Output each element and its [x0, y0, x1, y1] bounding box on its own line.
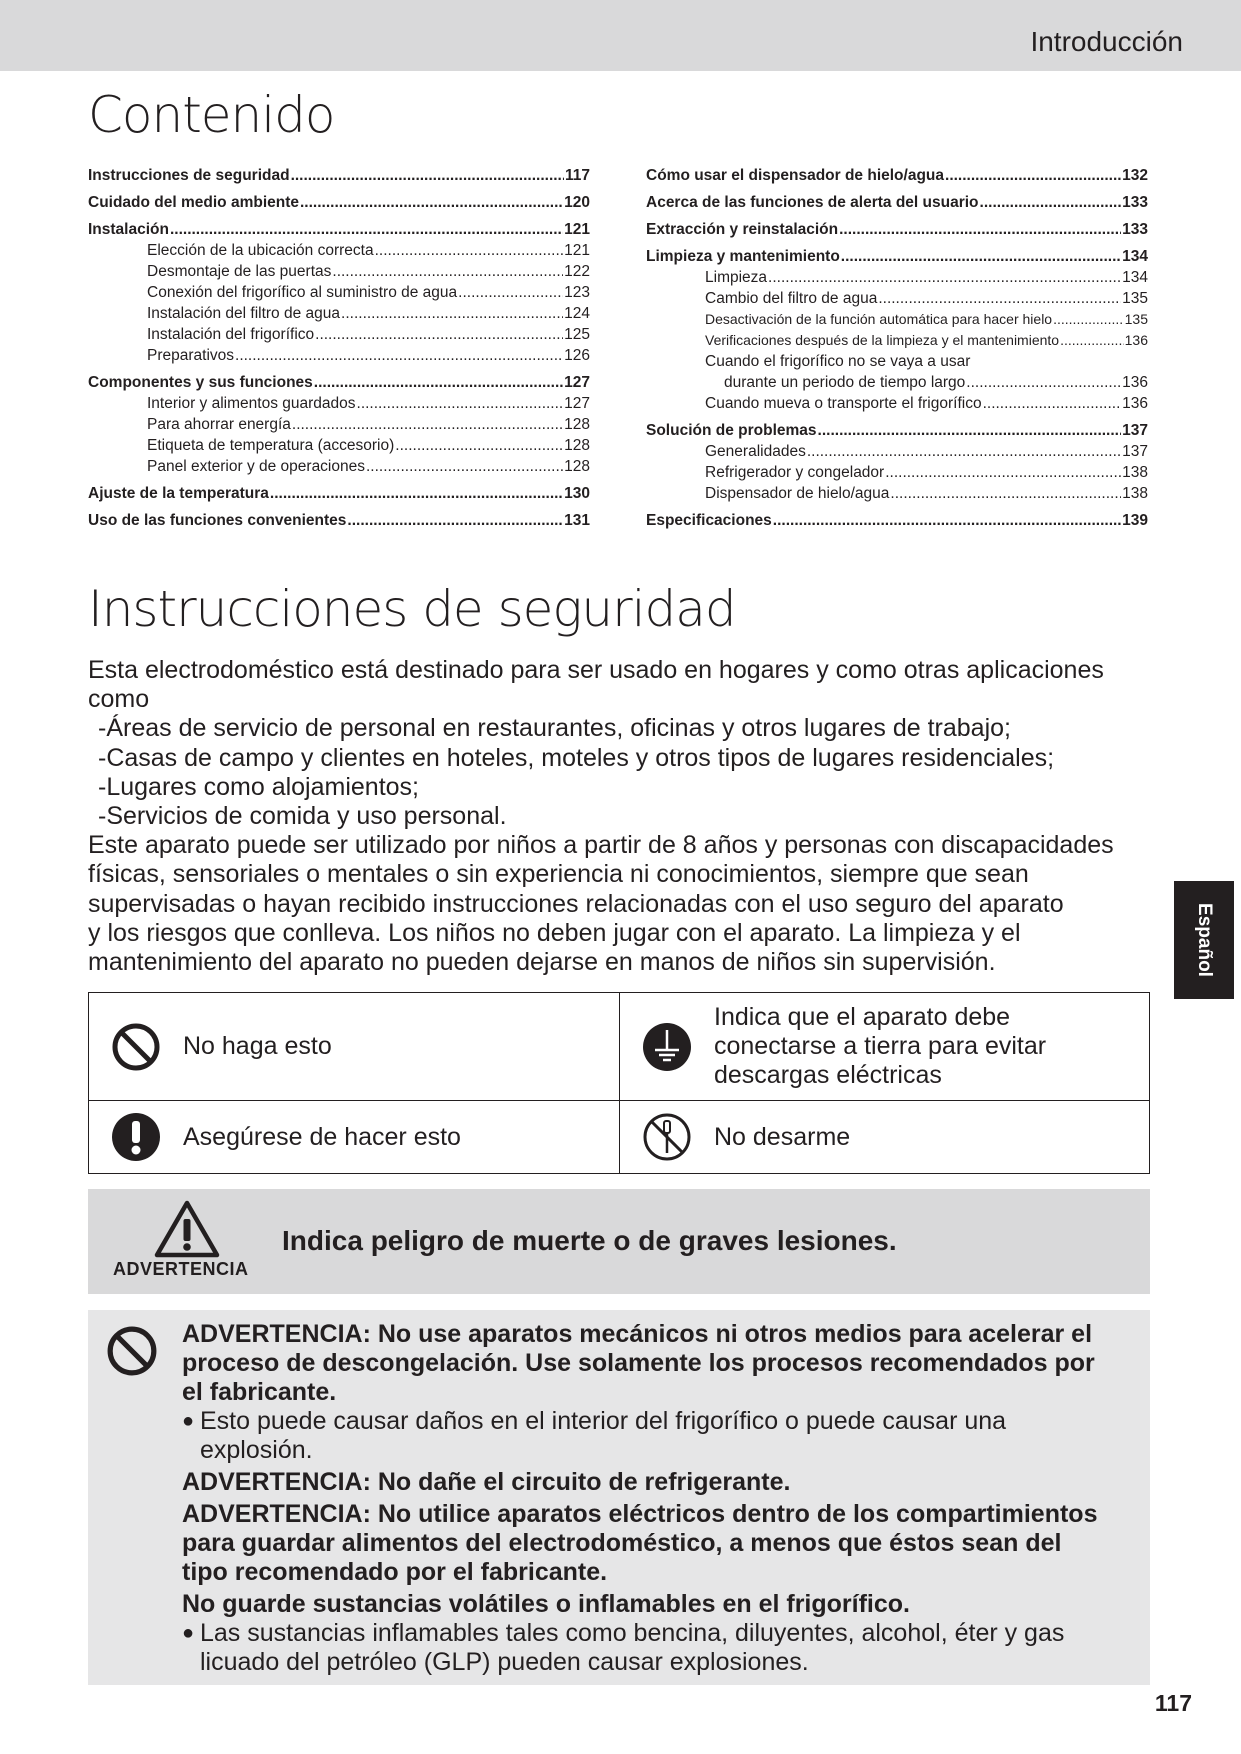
- toc-entry-page: 120: [564, 194, 590, 211]
- page-number: 117: [1154, 1690, 1192, 1716]
- toc-dot-leader: [395, 435, 563, 456]
- intro-line: Este aparato puede ser utilizado por niños a partir de 8 años y personas con discapacidades: [88, 831, 1114, 860]
- symbol-label: descargas eléctricas: [714, 1061, 942, 1089]
- toc-dot-leader: [945, 165, 1121, 186]
- toc-entry: [88, 435, 590, 456]
- toc-entry: [646, 351, 1148, 372]
- warning-content: [182, 1320, 1132, 1677]
- symbol-label: Asegúrese de hacer esto: [183, 1122, 461, 1151]
- toc-entry-page: 126: [564, 347, 590, 364]
- toc-entry-label: Cuidado del medio ambiente: [88, 194, 299, 211]
- symbol-label: Indica que el aparato debe: [714, 1003, 1011, 1031]
- toc-entry: [646, 420, 1148, 441]
- toc-entry-page: 121: [564, 221, 590, 238]
- toc-entry-page: 127: [564, 374, 590, 391]
- toc-dot-leader: [458, 282, 563, 303]
- symbol-asegurese: [89, 1112, 619, 1162]
- toc-entry-page: 124: [564, 305, 590, 322]
- warning-triangle-icon: [153, 1199, 221, 1259]
- toc-entry-label: Cuando mueva o transporte el frigorífico: [705, 395, 982, 412]
- toc-entry-page: 131: [564, 512, 590, 529]
- toc-entry-page: 128: [564, 416, 590, 433]
- toc-entry-page: 125: [564, 326, 590, 343]
- toc-entry-label: Limpieza y mantenimiento: [646, 248, 840, 265]
- toc-entry-label: Panel exterior y de operaciones: [147, 458, 365, 475]
- toc-left-column: [88, 165, 590, 531]
- toc-entry: [646, 330, 1148, 351]
- toc-entry: [646, 441, 1148, 462]
- warning-text: ADVERTENCIA: No use aparatos mecánicos ni otros medios para acelerar el: [182, 1320, 1093, 1348]
- toc-dot-leader: [983, 393, 1122, 414]
- toc-entry-page: 123: [564, 284, 590, 301]
- toc-entry-page: 136: [1122, 374, 1148, 391]
- toc-entry: [646, 372, 1148, 393]
- toc-entry-label: Interior y alimentos guardados: [147, 395, 356, 412]
- toc-dot-leader: [807, 441, 1121, 462]
- toc-entry-page: 136: [1124, 332, 1148, 348]
- advertencia-text: Indica peligro de muerte o de graves lesiones.: [282, 1225, 897, 1256]
- toc-entry: [646, 192, 1148, 213]
- intro-line: físicas, sensoriales o mentales o sin experiencia ni conocimientos, siempre que sean: [88, 860, 1029, 889]
- toc-entry-label: Desactivación de la función automática para hacer hielo: [705, 311, 1053, 327]
- toc-entry: [88, 165, 590, 186]
- symbol-tierra: [620, 1003, 1149, 1090]
- toc-dot-leader: [314, 372, 563, 393]
- bullet-text: Esto puede causar daños en el interior del frigorífico o puede causar una: [200, 1407, 1007, 1435]
- toc-dot-leader: [341, 303, 563, 324]
- toc-entry: [88, 372, 590, 393]
- toc-entry: [88, 219, 590, 240]
- toc-entry-page: 133: [1122, 194, 1148, 211]
- toc-dot-leader: [966, 372, 1121, 393]
- toc-entry-label: Especificaciones: [646, 512, 772, 529]
- toc-entry-label: Para ahorrar energía: [147, 416, 291, 433]
- toc-dot-leader: [818, 420, 1122, 441]
- toc-entry-label: Instrucciones de seguridad: [88, 167, 290, 184]
- toc-entry-page: 135: [1122, 290, 1148, 307]
- toc-dot-leader: [332, 261, 563, 282]
- toc-entry-label: Solución de problemas: [646, 422, 817, 439]
- ground-icon: [620, 1022, 714, 1072]
- safety-intro: [88, 656, 1148, 977]
- language-tab: [1174, 881, 1234, 999]
- intro-line: como: [88, 685, 150, 714]
- toc-entry-page: 128: [564, 437, 590, 454]
- toc-entry: [646, 510, 1148, 531]
- language-tab-label: Español: [1194, 903, 1215, 977]
- toc-dot-leader: [768, 267, 1121, 288]
- toc-entry-page: 138: [1122, 464, 1148, 481]
- symbol-no-desarme: [620, 1112, 1149, 1162]
- toc-dot-leader: [878, 288, 1121, 309]
- toc-entry-label: Elección de la ubicación correcta: [147, 242, 374, 259]
- bullet-text: explosión.: [200, 1436, 313, 1464]
- toc-entry-label: Generalidades: [705, 443, 806, 460]
- toc-entry: [646, 483, 1148, 504]
- advertencia-label: ADVERTENCIA: [113, 1259, 249, 1279]
- toc-entry-label: Acerca de las funciones de alerta del usuario: [646, 194, 979, 211]
- toc-entry-page: 136: [1122, 395, 1148, 412]
- toc-entry-page: 137: [1122, 422, 1148, 439]
- toc-entry: [646, 462, 1148, 483]
- toc-entry: [646, 246, 1148, 267]
- intro-line: Esta electrodoméstico está destinado para ser usado en hogares y como otras aplicaciones: [88, 656, 1104, 684]
- symbols-table: [88, 992, 1150, 1174]
- toc-entry: [646, 267, 1148, 288]
- toc-entry: [88, 456, 590, 477]
- toc-entry: [88, 192, 590, 213]
- toc-entry-label: Extracción y reinstalación: [646, 221, 839, 238]
- toc-entry: [88, 483, 590, 504]
- toc-entry: [88, 324, 590, 345]
- toc-entry-label: Etiqueta de temperatura (accesorio): [147, 437, 395, 454]
- toc-entry-label: durante un periodo de tiempo largo: [724, 374, 966, 391]
- warning-text: el fabricante.: [182, 1378, 337, 1406]
- toc-dot-leader: [357, 393, 564, 414]
- prohibited-icon: [106, 1325, 158, 1377]
- safety-title: Instrucciones de seguridad: [88, 580, 736, 638]
- intro-line: y los riesgos que conlleva. Los niños no deben jugar con el aparato. La limpieza y el: [88, 918, 1021, 947]
- toc-entry-label: Cambio del filtro de agua: [705, 290, 878, 307]
- bullet-icon: ●: [182, 1622, 195, 1644]
- toc-entry: [88, 261, 590, 282]
- warning-text: ADVERTENCIA: No utilice aparatos eléctricos dentro de los compartimientos: [182, 1500, 1098, 1528]
- toc-entry: [88, 303, 590, 324]
- toc-entry: [646, 165, 1148, 186]
- toc-dot-leader: [375, 240, 564, 261]
- symbol-label: No desarme: [714, 1122, 851, 1151]
- toc-entry-label: Instalación: [88, 221, 169, 238]
- toc-entry-page: 132: [1122, 167, 1148, 184]
- toc-dot-leader: [291, 165, 564, 186]
- toc-entry-label: Uso de las funciones convenientes: [88, 512, 347, 529]
- toc-entry-page: 117: [564, 167, 590, 184]
- toc-entry-page: 121: [564, 242, 590, 259]
- bullet-text: licuado del petróleo (GLP) pueden causar explosiones.: [200, 1648, 809, 1676]
- toc-entry-label: Instalación del frigorífico: [147, 326, 315, 343]
- toc-entry-label: Instalación del filtro de agua: [147, 305, 341, 322]
- prohibited-icon: [89, 1022, 183, 1072]
- toc-entry: [88, 393, 590, 414]
- toc-entry: [88, 345, 590, 366]
- toc-entry-page: 135: [1124, 311, 1148, 327]
- section-title: Introducción: [1030, 26, 1183, 57]
- advertencia-banner: [88, 1189, 1150, 1294]
- toc-dot-leader: [890, 483, 1121, 504]
- toc-entry-page: 128: [564, 458, 590, 475]
- toc-dot-leader: [1060, 330, 1124, 351]
- toc-title: Contenido: [88, 86, 335, 144]
- toc-entry-page: 133: [1122, 221, 1148, 238]
- intro-line: supervisadas o hayan recibido instrucciones relacionadas con el uso seguro del aparato: [88, 889, 1064, 918]
- toc-entry-page: 127: [564, 395, 590, 412]
- toc-entry-label: Ajuste de la temperatura: [88, 485, 269, 502]
- toc-entry: [646, 309, 1148, 330]
- toc-entry-label: Cómo usar el dispensador de hielo/agua: [646, 167, 945, 184]
- toc-dot-leader: [1053, 309, 1124, 330]
- intro-line: -Casas de campo y clientes en hoteles, moteles y otros tipos de lugares residenciales;: [98, 743, 1055, 772]
- toc-dot-leader: [980, 192, 1122, 213]
- toc-entry-label: Componentes y sus funciones: [88, 374, 313, 391]
- header-band: [0, 0, 1241, 71]
- toc-entry: [646, 393, 1148, 414]
- toc-entry: [88, 510, 590, 531]
- symbol-no-haga: [89, 1022, 619, 1072]
- warning-box: [88, 1310, 1150, 1685]
- warning-text: ADVERTENCIA: No dañe el circuito de refrigerante.: [182, 1468, 791, 1496]
- toc-entry-page: 138: [1122, 485, 1148, 502]
- toc-entry-page: 134: [1122, 248, 1148, 265]
- toc-entry: [88, 282, 590, 303]
- toc-entry-label: Preparativos: [147, 347, 235, 364]
- toc-dot-leader: [292, 414, 563, 435]
- toc-dot-leader: [366, 456, 563, 477]
- warning-text: para guardar alimentos del electrodoméstico, a menos que éstos sean del: [182, 1529, 1062, 1557]
- toc-entry-page: 130: [564, 485, 590, 502]
- warning-text: No guarde sustancias volátiles o inflamables en el frigorífico.: [182, 1590, 910, 1618]
- toc-dot-leader: [347, 510, 563, 531]
- toc-entry-label: Verificaciones después de la limpieza y el mantenimiento: [705, 332, 1060, 348]
- toc-entry-label: Limpieza: [705, 269, 768, 286]
- symbol-label: No haga esto: [183, 1032, 332, 1060]
- warning-text: tipo recomendado por el fabricante.: [182, 1558, 608, 1586]
- toc-entry: [88, 240, 590, 261]
- toc-dot-leader: [885, 462, 1121, 483]
- toc-entry-page: 122: [564, 263, 590, 280]
- toc-dot-leader: [170, 219, 563, 240]
- toc-entry: [646, 288, 1148, 309]
- toc-dot-leader: [270, 483, 563, 504]
- toc-entry-label: Refrigerador y congelador: [705, 464, 885, 481]
- bullet-item: [182, 1619, 1132, 1677]
- no-disassemble-icon: [620, 1112, 714, 1162]
- intro-line: -Áreas de servicio de personal en restaurantes, oficinas y otros lugares de trabajo;: [98, 714, 1011, 743]
- toc-entry-page: 139: [1122, 512, 1148, 529]
- toc-entry-label: Cuando el frigorífico no se vaya a usar: [705, 353, 971, 370]
- toc-entry-label: Conexión del frigorífico al suministro de agua: [147, 284, 458, 301]
- toc-entry: [646, 219, 1148, 240]
- warning-text: proceso de descongelación. Use solamente los procesos recomendados por: [182, 1349, 1095, 1377]
- toc-dot-leader: [315, 324, 563, 345]
- intro-line: mantenimiento del aparato no pueden dejarse en manos de niños sin supervisión.: [88, 948, 996, 977]
- symbol-label: conectarse a tierra para evitar: [714, 1032, 1047, 1060]
- bullet-item: [182, 1407, 1132, 1465]
- intro-line: -Lugares como alojamientos;: [98, 772, 419, 801]
- bullet-text: Las sustancias inflamables tales como bencina, diluyentes, alcohol, éter y gas: [200, 1619, 1065, 1647]
- toc-right-column: [646, 165, 1148, 531]
- toc-entry-label: Dispensador de hielo/agua: [705, 485, 890, 502]
- toc-dot-leader: [235, 345, 563, 366]
- intro-line: -Servicios de comida y uso personal.: [98, 802, 507, 831]
- toc-dot-leader: [841, 246, 1121, 267]
- toc-dot-leader: [300, 192, 563, 213]
- toc-entry-page: 134: [1122, 269, 1148, 286]
- exclamation-icon: [89, 1112, 183, 1162]
- bullet-icon: ●: [182, 1410, 195, 1432]
- toc-dot-leader: [773, 510, 1121, 531]
- toc-entry: [88, 414, 590, 435]
- toc-entry-page: 137: [1122, 443, 1148, 460]
- toc-entry-label: Desmontaje de las puertas: [147, 263, 332, 280]
- toc-dot-leader: [839, 219, 1121, 240]
